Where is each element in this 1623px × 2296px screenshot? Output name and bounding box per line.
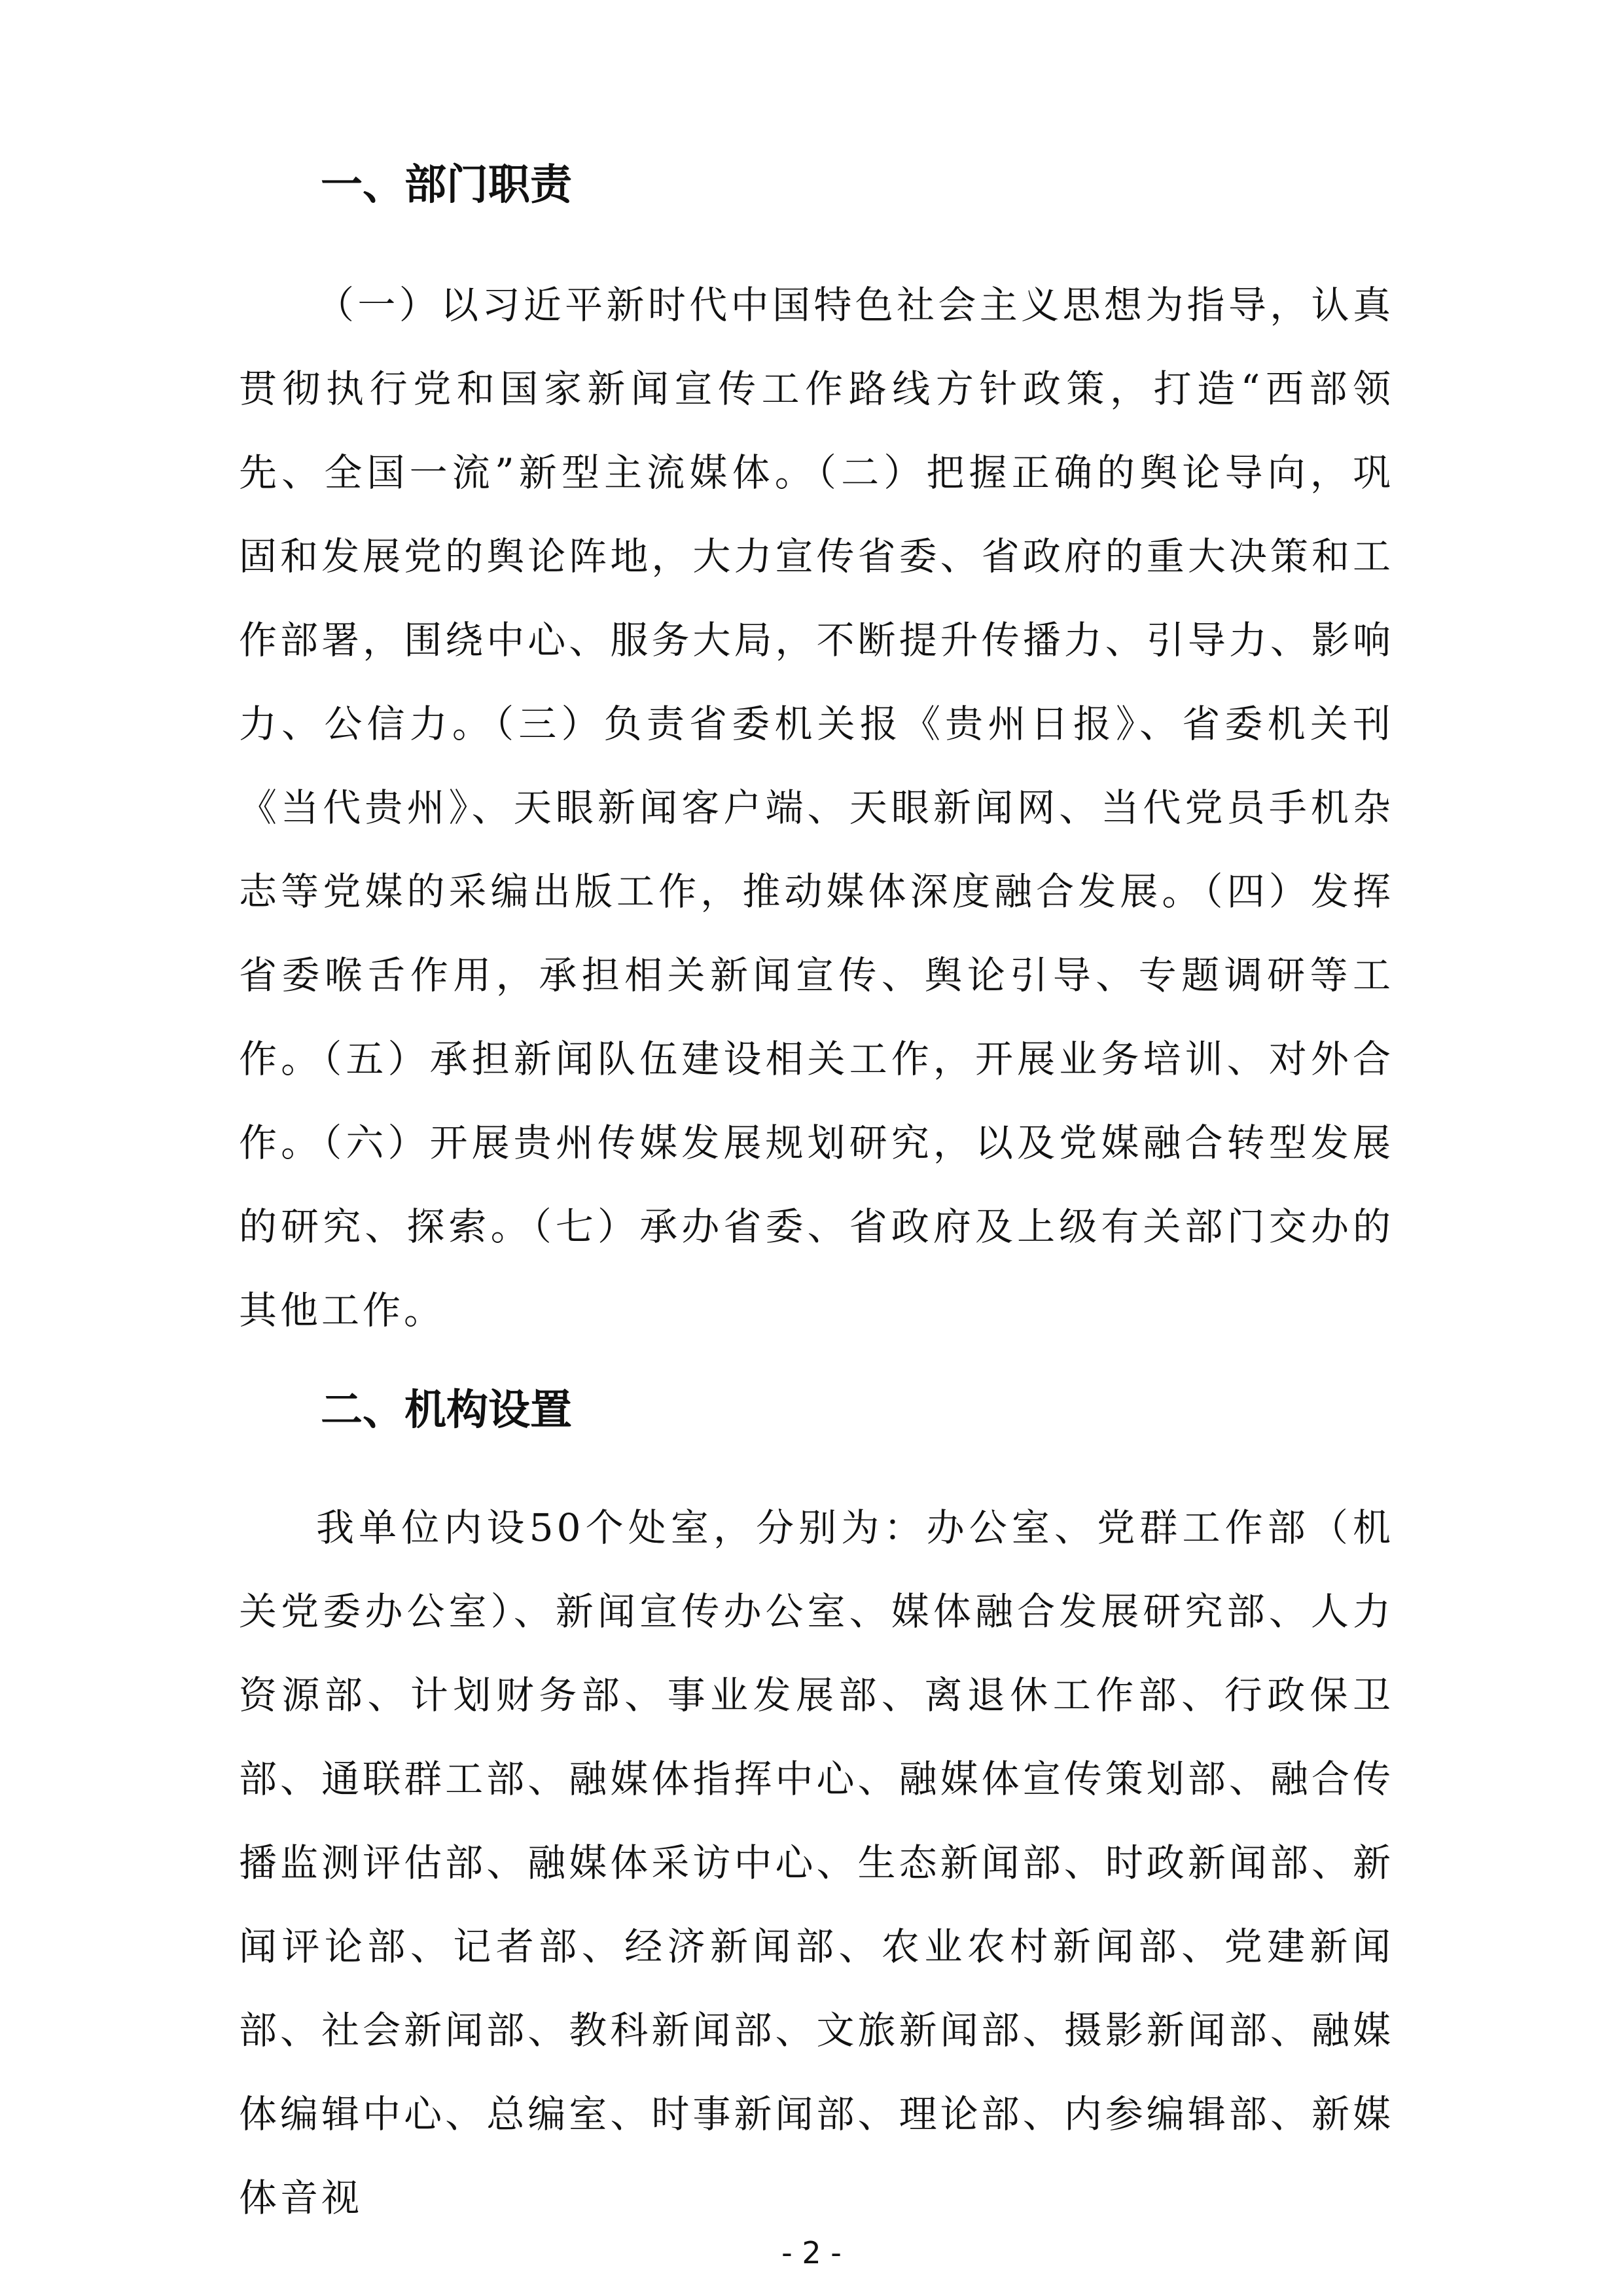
section-heading-duties: 一、部门职责 — [321, 161, 572, 209]
section-heading-organization: 二、机构设置 — [321, 1386, 572, 1435]
section-body-organization: 我单位内设50个处室，分别为：办公室、党群工作部（机关党委办公室）、新闻宣传办公室、媒体融合发展研究部、人力资源部、计划财务部、事业发展部、离退休工作部、行政保卫部、通联群工部、融媒体指挥中心、融媒体宣传策划部、融合传播监测评估部、融媒体采访中心、生态新闻部、时政新闻部、新闻评论部、记者部、经济新闻部、农业农村新闻部、党建新闻部、社会新闻部、教科新闻部、文旅新闻部、摄影新闻部、融媒体编辑中心、总编室、时事新闻部、理论部、内参编辑部、新媒体音视 — [239, 1505, 1394, 2220]
section-body-duties: （一）以习近平新时代中国特色社会主义思想为指导，认真贯彻执行党和国家新闻宣传工作路线方针政策，打造“西部领先、全国一流”新型主流媒体。（二）把握正确的舆论导向，巩固和发展党的舆论阵地，大力宣传省委、省政府的重大决策和工作部署，围绕中心、服务大局，不断提升传播力、引导力、影响力、公信力。（三）负责省委机关报《贵州日报》、省委机关刊《当代贵州》、天眼新闻客户端、天眼新闻网、当代党员手机杂志等党媒的采编出版工作，推动媒体深度融合发展。（四）发挥省委喉舌作用，承担相关新闻宣传、舆论引导、专题调研等工作。（五）承担新闻队伍建设相关工作，开展业务培训、对外合作。（六）开展贵州传媒发展规划研究，以及党媒融合转型发展的研究、探索。（七）承办省委、省政府及上级有关部门交办的其他工作。 — [239, 283, 1394, 1333]
page-number: - 2 - — [781, 2235, 842, 2270]
